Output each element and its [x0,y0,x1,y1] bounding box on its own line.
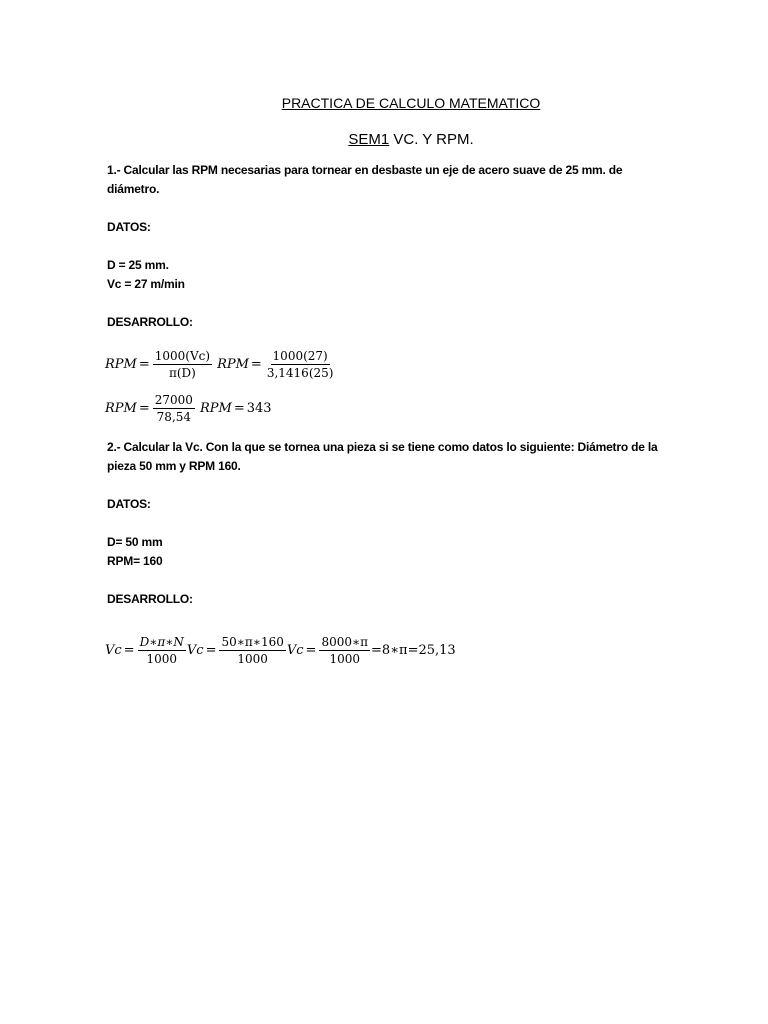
problem-2-desarrollo-label: DESARROLLO: [107,592,193,606]
eq-sign-2: = [250,356,262,372]
fraction-numerator: 50∗π∗160 [221,634,284,649]
problem-1-equation-2 [105,386,272,430]
eq-sign-3: = [305,642,317,658]
problem-2-datos-label: DATOS: [107,497,151,511]
problem-1-dato-vc: Vc = 27 m/min [107,277,185,291]
eq-lhs-2: RPM [199,400,232,416]
fraction-denominator: π(D) [168,365,196,380]
eq-lhs: RPM [105,400,137,416]
problem-1-desarrollo-label: DESARROLLO: [107,315,193,329]
fraction-numerator: 1000(Vc) [154,348,211,363]
problem-2-dato-rpm: RPM= 160 [107,554,163,568]
eq-sign-2: = [233,400,245,416]
eq-sign: = [123,642,135,658]
fraction-2 [219,635,285,666]
problem-2-equation-1 [105,628,456,672]
problem-2-statement: 2.- Calcular la Vc. Con la que se tornea una pieza si se tiene como datos lo siguiente: Diámetro de la pieza 50 mm y RPM 160. [107,440,658,473]
eq-lhs-3: Vc [286,642,304,658]
document-title: PRACTICA DE CALCULO MATEMATICO [281,95,541,111]
eq-sign-2: = [205,642,217,658]
eq-tail: =8∗π=25,13 [371,642,456,658]
fraction-3 [319,635,370,666]
fraction-denominator: 1000 [237,651,268,666]
problem-1-statement: 1.- Calcular las RPM necesarias para tornear en desbaste un eje de acero suave de 25 mm. de diámetro. [107,163,623,196]
eq-lhs-2: RPM [217,356,249,372]
fraction [153,349,212,380]
fraction [153,393,195,424]
eq-sign: = [138,356,150,372]
problem-2-dato-d: D= 50 mm [107,535,163,549]
eq-result: 343 [246,400,272,416]
document-subtitle [0,131,768,148]
eq-sign: = [138,400,150,416]
subtitle-text: VC. Y RPM. [389,131,474,148]
subtitle-code: SEM1 [348,131,390,148]
problem-1-datos-label: DATOS: [107,220,151,234]
eq-lhs: RPM [105,356,137,372]
fraction-2 [265,349,336,380]
fraction-denominator: 78,54 [156,409,192,424]
fraction-denominator: 3,1416(25) [266,365,334,380]
problem-1-equation-1 [105,342,336,386]
fraction-numerator: D∗π∗N [139,634,184,649]
fraction-denominator: 1000 [146,651,178,666]
eq-lhs: Vc [105,642,122,658]
fraction-numerator: 8000∗π [321,634,369,649]
problem-1-dato-d: D = 25 mm. [107,258,169,272]
fraction-numerator: 1000(27) [272,348,328,363]
fraction-numerator: 27000 [154,392,193,407]
fraction-denominator: 1000 [329,651,360,666]
eq-lhs-2: Vc [186,642,204,658]
fraction-1 [138,635,186,666]
